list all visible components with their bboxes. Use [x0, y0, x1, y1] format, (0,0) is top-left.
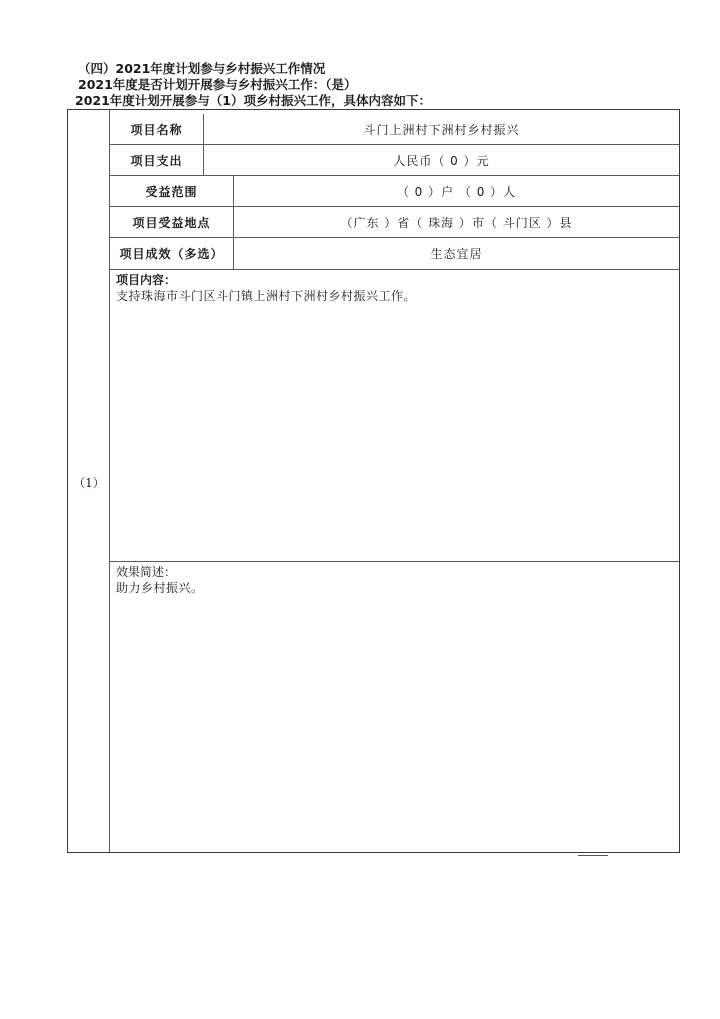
project-expense-value: 人民币（ 0 ）元	[393, 153, 490, 168]
plan-count: 2021年度计划开展参与（1）项乡村振兴工作，具体内容如下：	[75, 93, 431, 108]
beneficiary-location-value: （广东 ）省（ 珠海 ）市（ 斗门区 ）县	[340, 215, 573, 230]
section-title: （四）2021年度计划参与乡村振兴工作情况	[78, 61, 326, 76]
beneficiary-location-label: 项目受益地点	[110, 207, 234, 237]
row-project-outcome	[110, 238, 679, 270]
effect-summary-text: 助力乡村振兴。	[116, 581, 204, 595]
project-content-text: 支持珠海市斗门区斗门镇上洲村下洲村乡村振兴工作。	[116, 289, 417, 303]
effect-summary-block	[110, 562, 679, 852]
beneficiary-scope-label: 受益范围	[110, 176, 234, 206]
scan-mark	[578, 855, 608, 856]
row-beneficiary-location	[110, 207, 679, 238]
effect-summary-title: 效果简述：	[116, 565, 177, 579]
project-outcome-label: 项目成效（多选）	[110, 238, 234, 269]
row-project-expense	[110, 145, 679, 176]
plan-question: 2021年度是否计划开展参与乡村振兴工作：（是）	[78, 77, 357, 92]
project-name-label: 项目名称	[110, 114, 204, 144]
project-expense-label: 项目支出	[110, 145, 204, 175]
index-column	[68, 110, 110, 852]
row-project-name	[110, 114, 679, 145]
row-beneficiary-scope	[110, 176, 679, 207]
project-index: （1）	[73, 476, 105, 490]
project-name-value: 斗门上洲村下洲村乡村振兴	[363, 122, 520, 137]
project-content-block	[110, 270, 679, 562]
beneficiary-scope-value: （ 0 ）户 （ 0 ）人	[396, 184, 517, 199]
project-table	[67, 109, 680, 853]
project-content-title: 项目内容：	[116, 273, 177, 287]
project-outcome-value: 生态宜居	[430, 247, 483, 261]
